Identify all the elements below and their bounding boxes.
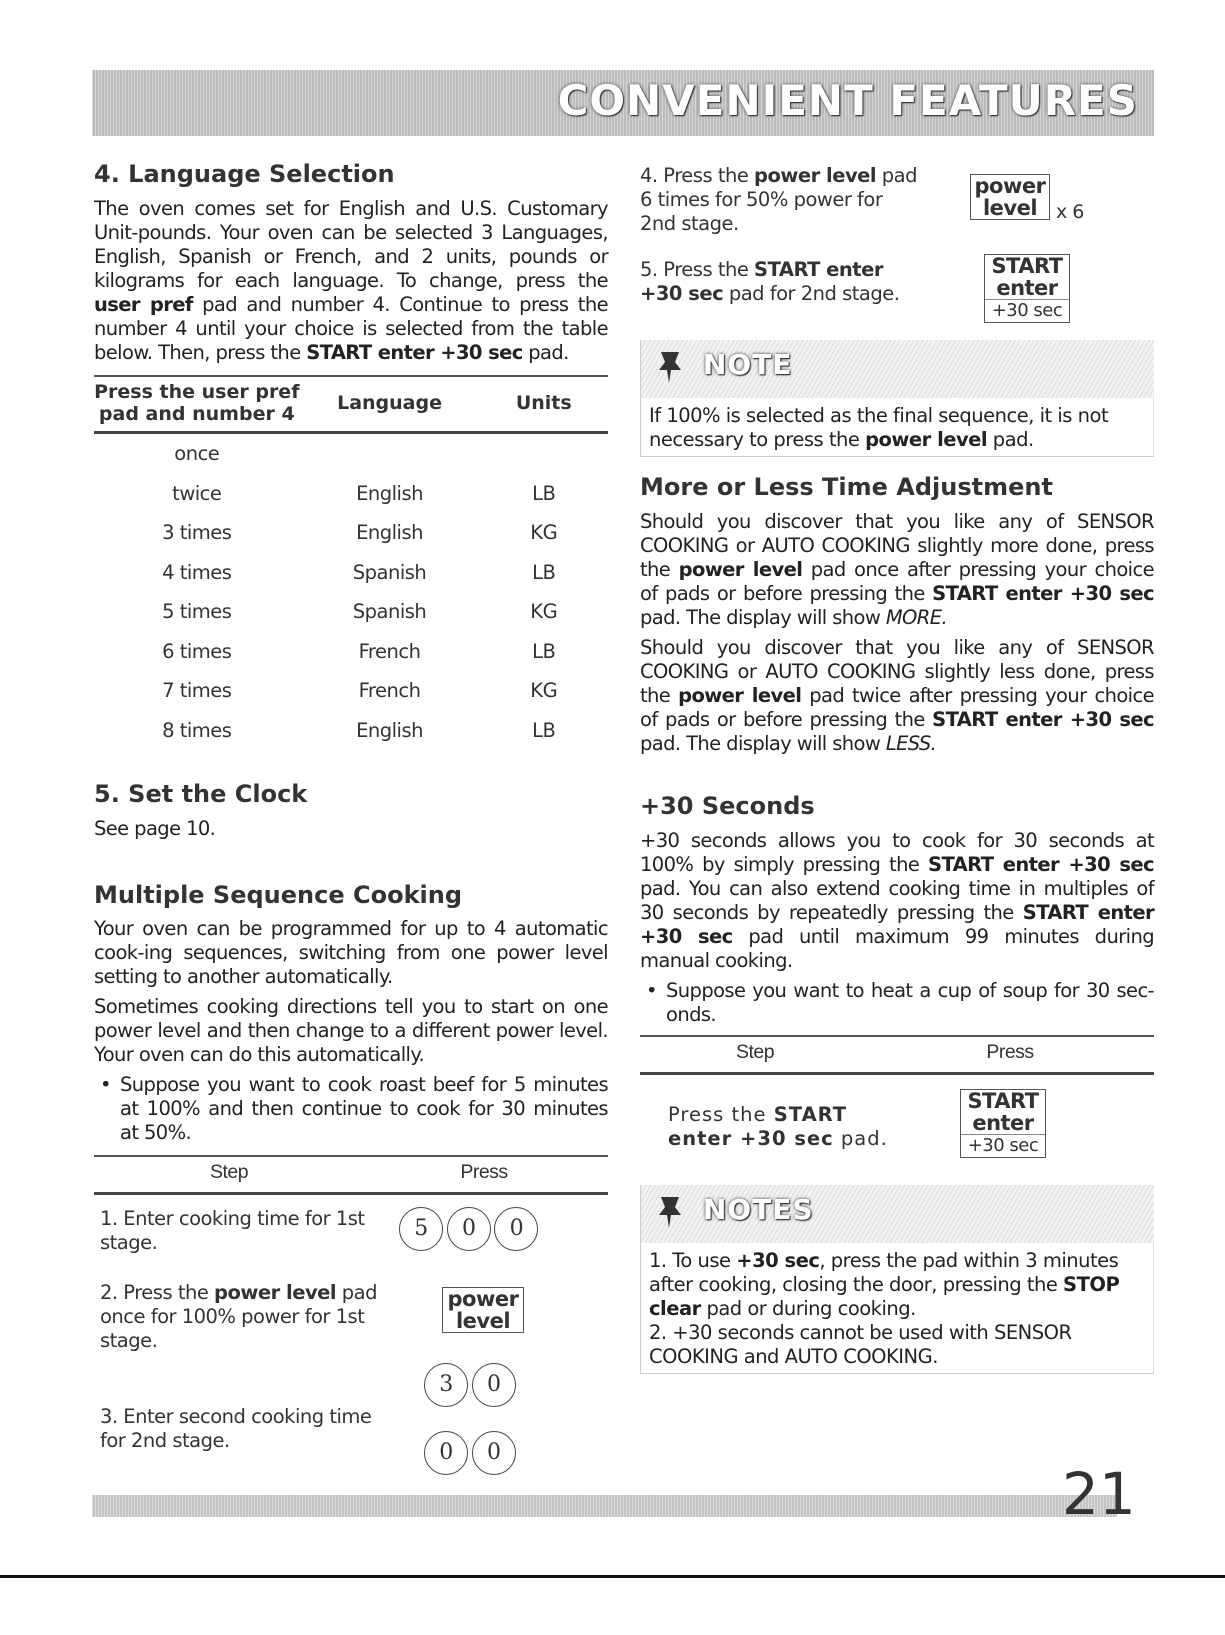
plus30-row bbox=[640, 1075, 1154, 1185]
plus30-bullet: • Suppose you want to heat a cup of soup for 30 sec-onds. bbox=[640, 979, 1154, 1027]
multi-bullet: • Suppose you want to cook roast beef for 5 minutes at 100% and then continue to cook for 30 minutes at 50%. bbox=[94, 1073, 608, 1145]
footer-bar bbox=[92, 1495, 1117, 1517]
table-row: 5 times Spanish KG bbox=[162, 600, 558, 624]
page-number: 21 bbox=[1062, 1460, 1136, 1528]
step-5-text: 5. Press the START enter +30 sec pad for 2nd stage. bbox=[640, 258, 900, 305]
sequence-steps-continued bbox=[640, 160, 1154, 340]
start-pad: START enter +30 sec bbox=[960, 1089, 1046, 1158]
plus30-paragraph: +30 seconds allows you to cook for 30 seconds at 100% by simply pressing the START enter +30 sec pad. You can also extend cooking time in multiples of 30 seconds by repeatedly pressing the START enter +30 sec pad until maximum 99 minutes during manual cooking. bbox=[640, 828, 1155, 972]
key-3: 3 bbox=[424, 1363, 468, 1407]
note-title: NOTE bbox=[703, 348, 793, 381]
plus30-step-text: Press the START enter +30 sec pad. bbox=[668, 1102, 888, 1150]
step-1-text: 1. Enter cooking time for 1st stage. bbox=[100, 1207, 365, 1255]
key-0: 0 bbox=[472, 1363, 516, 1407]
note-item-1: 1. To use +30 sec, press the pad within 3 minutes after cooking, closing the door, pressing the STOP clear pad or during cooking. bbox=[649, 1248, 1120, 1320]
key-0: 0 bbox=[424, 1431, 468, 1475]
left-column bbox=[94, 160, 608, 1635]
notes-banner bbox=[640, 1185, 1154, 1243]
key-0: 0 bbox=[447, 1207, 491, 1251]
sequence-steps bbox=[94, 1195, 608, 1635]
power-level-pad: power level bbox=[970, 174, 1050, 220]
header-banner bbox=[92, 70, 1154, 136]
note-body: If 100% is selected as the final sequence, it is not necessary to press the power level pad. bbox=[640, 398, 1154, 457]
step-3-keys-b bbox=[424, 1431, 514, 1475]
notes-body bbox=[640, 1243, 1154, 1374]
language-table bbox=[94, 375, 608, 750]
clock-heading: 5. Set the Clock bbox=[94, 779, 308, 808]
more-paragraph: Should you discover that you like any of SENSOR COOKING or AUTO COOKING slightly more done, press the power level pad once after pressing your choice of pads or before pressing the START enter +30 sec pad. The display will show MORE. bbox=[640, 509, 1154, 629]
multi-heading: Multiple Sequence Cooking bbox=[94, 880, 463, 909]
language-paragraph: The oven comes set for English and U.S. Customary Unit-pounds. Your oven can be selected 3 Languages, English, Spanish or French, and 2 units, pounds or kilograms for each language. To change, press the user pref pad and number 4. Continue to press the number 4 until your choice is selected from the table below. Then, press the START enter +30 sec pad. bbox=[94, 196, 608, 364]
table-row: once bbox=[174, 442, 220, 466]
less-paragraph: Should you discover that you like any of SENSOR COOKING or AUTO COOKING slightly less done, press the power level pad twice after pressing your choice of pads or before pressing the START enter +30 sec pad. The display will show LESS. bbox=[640, 635, 1154, 755]
col-step: Step bbox=[735, 1040, 775, 1063]
right-column bbox=[640, 160, 1154, 1374]
multi-paragraph-2: Sometimes cooking directions tell you to start on one power level and then change to a different power level. Your oven can do this automatically. bbox=[94, 995, 608, 1067]
clock-text: See page 10. bbox=[94, 816, 216, 840]
step-3-text: 3. Enter second cooking time for 2nd stage. bbox=[100, 1405, 372, 1453]
note-item-2: 2. +30 seconds cannot be used with SENSOR COOKING and AUTO COOKING. bbox=[649, 1320, 1072, 1368]
pushpin-icon bbox=[657, 1195, 683, 1229]
step-table-header bbox=[94, 1155, 608, 1195]
step-1-keys bbox=[399, 1207, 536, 1251]
pushpin-icon bbox=[657, 350, 683, 384]
language-heading: 4. Language Selection bbox=[94, 160, 395, 188]
plus30-heading: +30 Seconds bbox=[640, 791, 815, 820]
table-header-language: Language bbox=[300, 376, 480, 433]
more-less-heading: More or Less Time Adjustment bbox=[640, 473, 1053, 501]
key-0: 0 bbox=[472, 1431, 516, 1475]
table-header-units: Units bbox=[479, 376, 608, 433]
col-press: Press bbox=[460, 1161, 508, 1184]
table-row: 3 times English KG bbox=[162, 521, 558, 545]
multiplier-label: x 6 bbox=[1056, 201, 1084, 223]
step-4-text: 4. Press the power level pad 6 times for 50% power for 2nd stage. bbox=[640, 164, 917, 235]
start-pad: START enter +30 sec bbox=[984, 254, 1070, 323]
key-0: 0 bbox=[494, 1207, 538, 1251]
table-row: 6 times French LB bbox=[162, 639, 556, 663]
bottom-divider bbox=[0, 1575, 1225, 1578]
plus30-table-header bbox=[640, 1035, 1154, 1075]
key-5: 5 bbox=[399, 1207, 443, 1251]
banner-title: CONVENIENT FEATURES bbox=[557, 76, 1138, 125]
table-header-press: Press the user pref pad and number 4 bbox=[94, 376, 300, 433]
notes-title: NOTES bbox=[703, 1192, 814, 1226]
table-row: 4 times Spanish LB bbox=[162, 560, 556, 584]
note-banner bbox=[640, 340, 1154, 398]
table-row: 8 times English LB bbox=[162, 718, 556, 742]
col-step: Step bbox=[209, 1161, 249, 1184]
table-row: twice English LB bbox=[172, 481, 556, 505]
col-press: Press bbox=[986, 1040, 1034, 1063]
table-row: 7 times French KG bbox=[162, 679, 558, 703]
power-level-pad: power level bbox=[442, 1287, 524, 1333]
multi-paragraph-1: Your oven can be programmed for up to 4 automatic cook-ing sequences, switching from one power level setting to another automatically. bbox=[94, 917, 608, 989]
step-3-keys-a bbox=[424, 1363, 514, 1407]
step-2-text: 2. Press the power level pad once for 100% power for 1st stage. bbox=[100, 1281, 377, 1353]
